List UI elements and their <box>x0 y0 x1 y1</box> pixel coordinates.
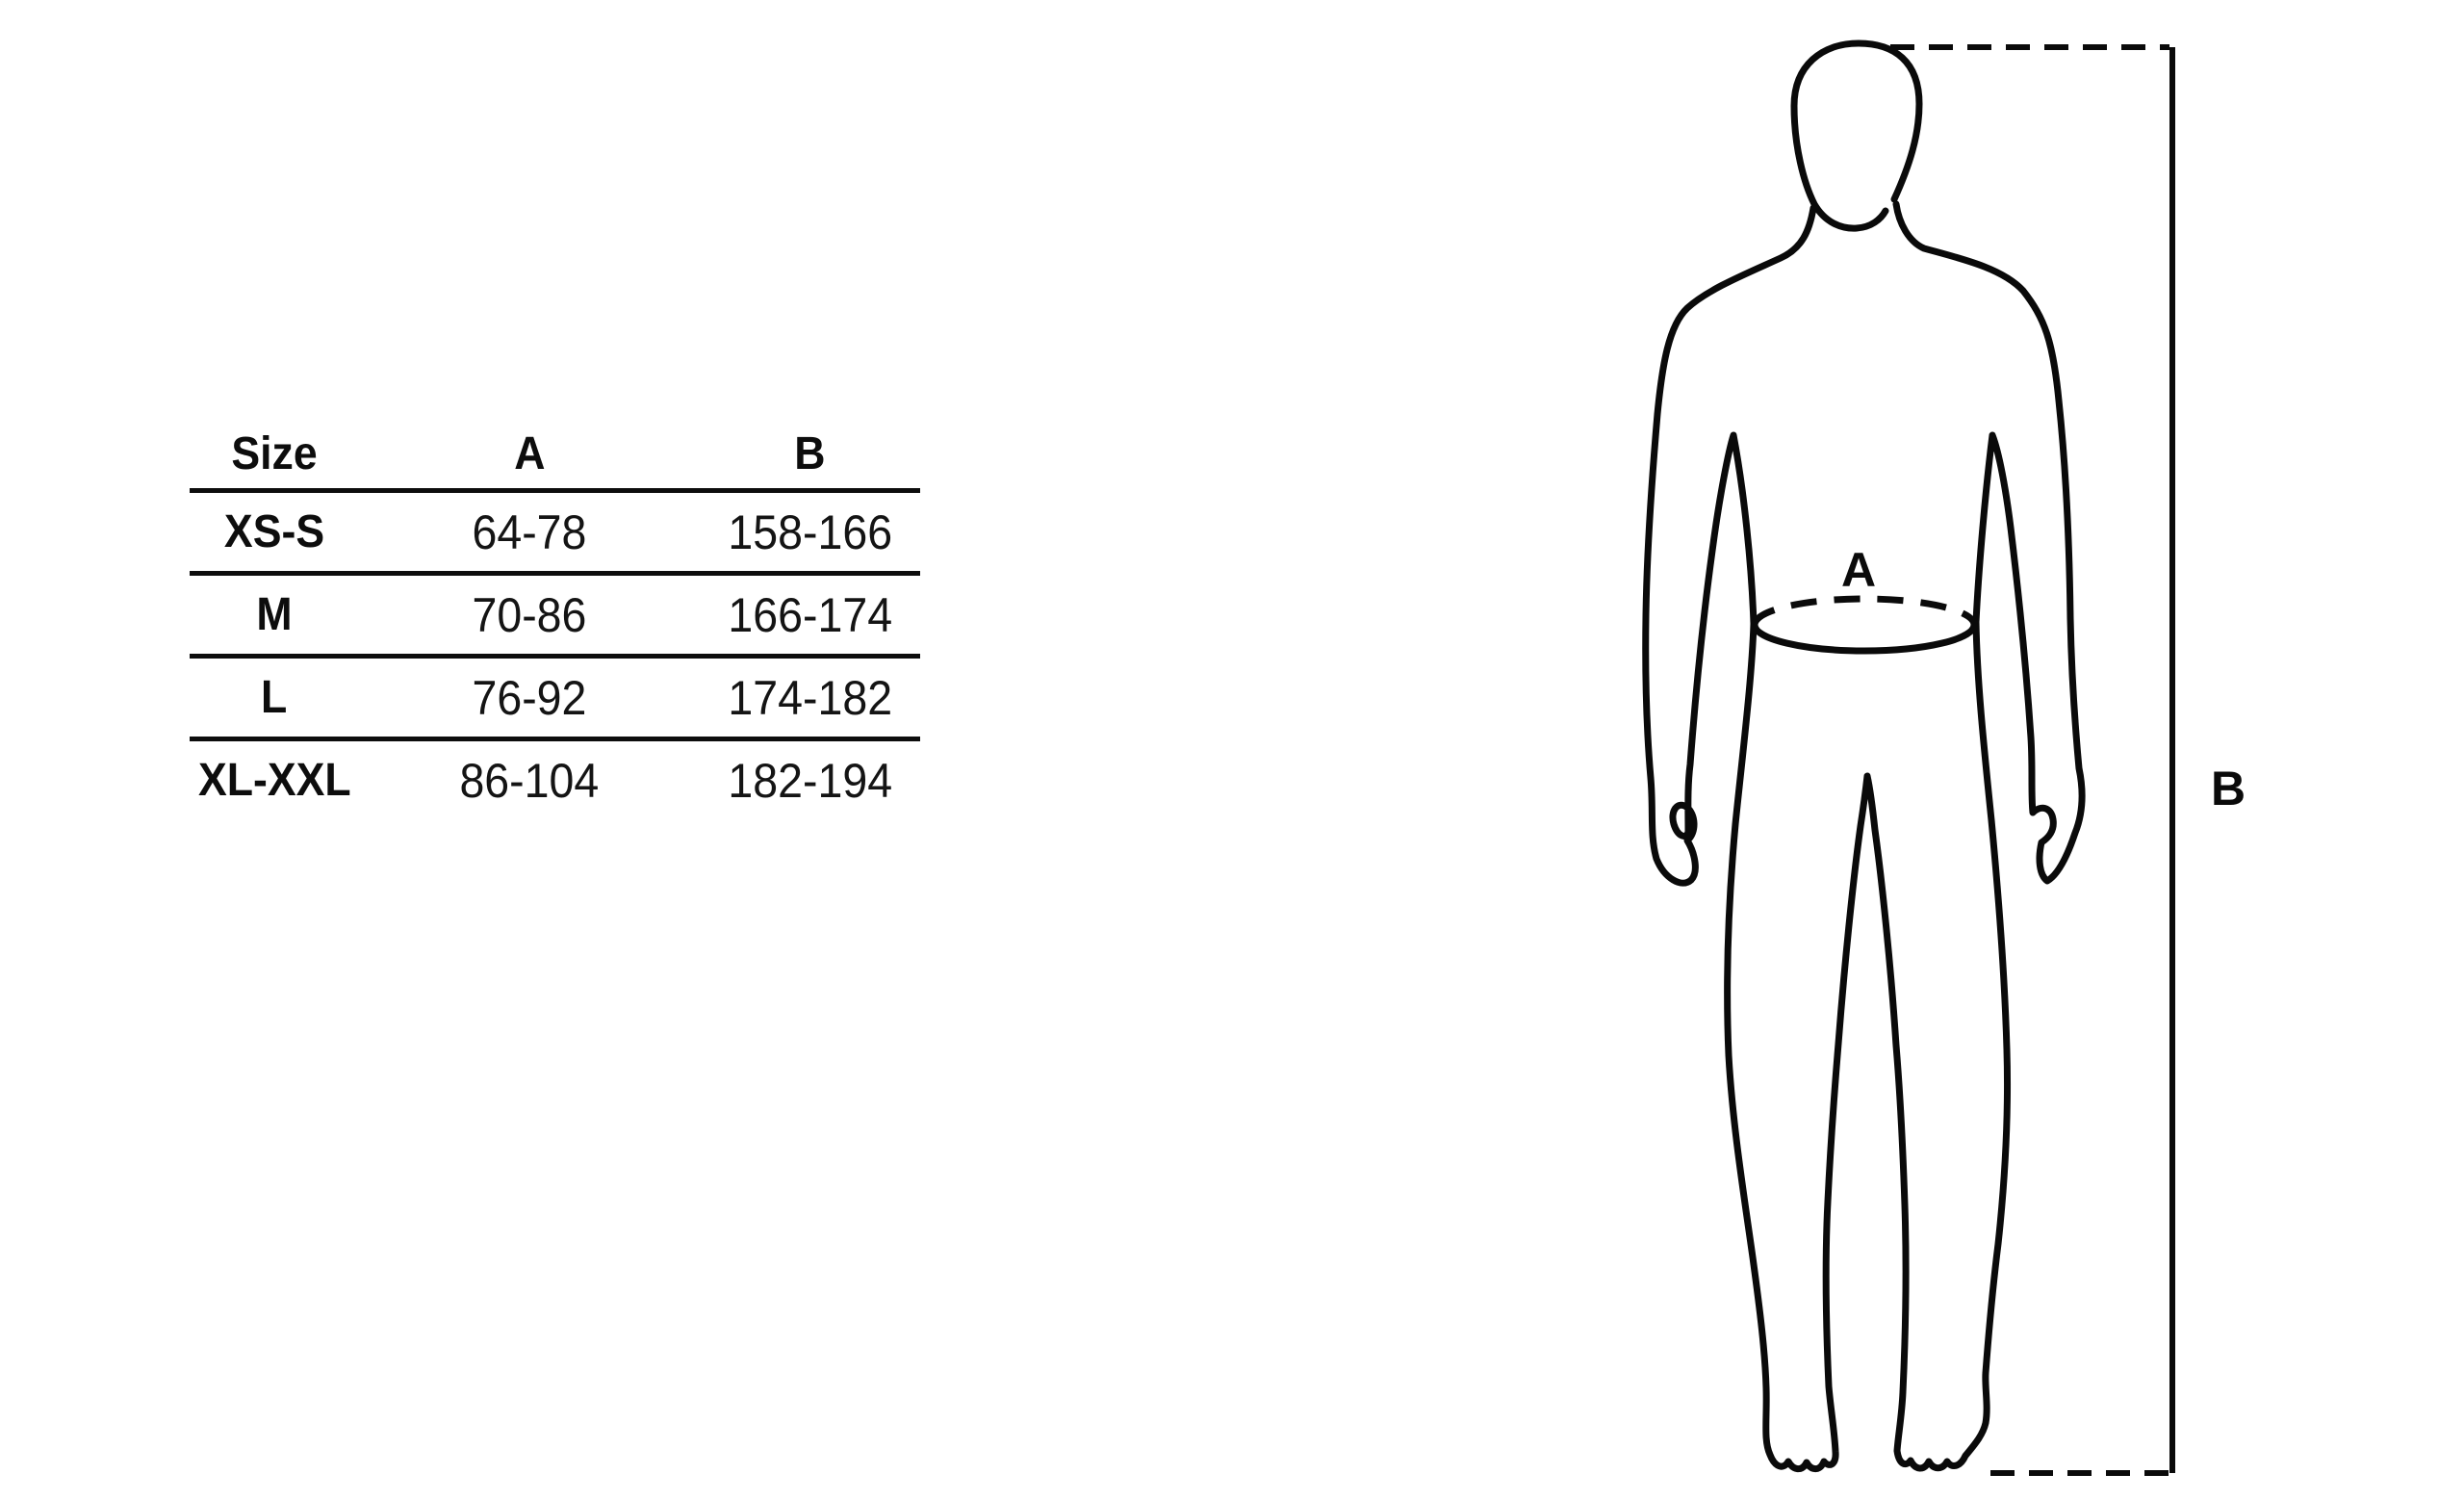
a-value: 70-86 <box>472 587 587 642</box>
b-value: 174-182 <box>728 670 892 725</box>
a-value: 86-104 <box>459 753 600 808</box>
a-value: 64-78 <box>472 504 587 559</box>
column-header-a-label: A <box>513 428 546 479</box>
waist-ellipse-back-dashed <box>1755 599 1974 625</box>
column-header-b-label: B <box>794 428 826 479</box>
mannequin-outline <box>1646 43 2082 1469</box>
height-measure <box>1890 47 2246 1473</box>
size-value: XL-XXL <box>197 754 351 806</box>
waist-label: A <box>1840 543 1877 597</box>
head-outline <box>1794 43 1919 228</box>
size-value: L <box>261 671 288 723</box>
column-header-size-label: Size <box>231 428 318 479</box>
height-label: B <box>2211 762 2246 815</box>
b-value: 158-166 <box>728 504 892 559</box>
a-value: 76-92 <box>472 670 587 725</box>
b-value: 166-174 <box>728 587 892 642</box>
body-outline <box>1646 204 2082 1469</box>
size-value: XS-S <box>223 505 325 557</box>
size-value: M <box>256 588 293 640</box>
waist-measure <box>1755 543 1974 651</box>
waist-ellipse-front <box>1755 625 1974 651</box>
b-value: 182-194 <box>728 753 892 808</box>
